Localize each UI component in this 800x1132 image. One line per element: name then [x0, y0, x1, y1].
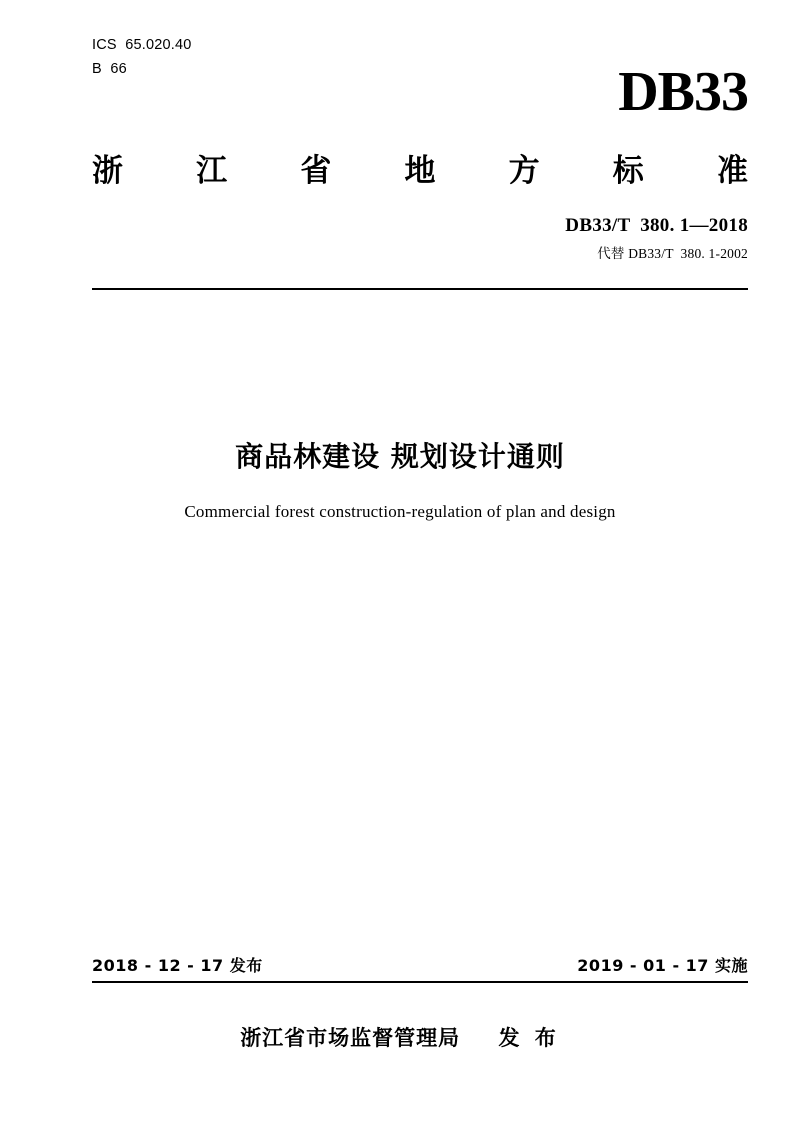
ics-code: ICS 65.020.40 [92, 37, 192, 53]
standard-series-title [92, 145, 748, 190]
series-title-char-3: 地 [404, 153, 436, 189]
standard-mark: DB33 [618, 61, 748, 123]
publish-word: 发 布 [498, 1026, 560, 1050]
series-title-char-4: 方 [508, 153, 540, 189]
footer-divider [92, 981, 748, 983]
series-title-char-2: 省 [300, 153, 332, 189]
publisher-name: 浙江省市场监督管理局 [240, 1026, 461, 1050]
series-title-char-5: 标 [612, 153, 644, 189]
document-title-en: Commercial forest construction-regulation of plan and design [184, 502, 616, 521]
effective-date: 2019 - 01 - 17 实施 [577, 956, 748, 975]
standard-replaces: 代替 DB33/T 380. 1-2002 [597, 246, 748, 261]
series-title-char-6: 准 [716, 153, 748, 189]
series-title-char-1: 江 [196, 153, 228, 189]
classification-code: B 66 [92, 60, 127, 77]
standard-number: DB33/T 380. 1—2018 [565, 215, 748, 236]
issue-date: 2018 - 12 - 17 发布 [92, 956, 263, 975]
series-title-char-0: 浙 [92, 153, 123, 189]
ics-block [92, 34, 192, 82]
document-title-cn: 商品林建设 规划设计通则 [235, 440, 565, 473]
publisher-line [0, 1022, 800, 1052]
header-divider [92, 288, 748, 290]
